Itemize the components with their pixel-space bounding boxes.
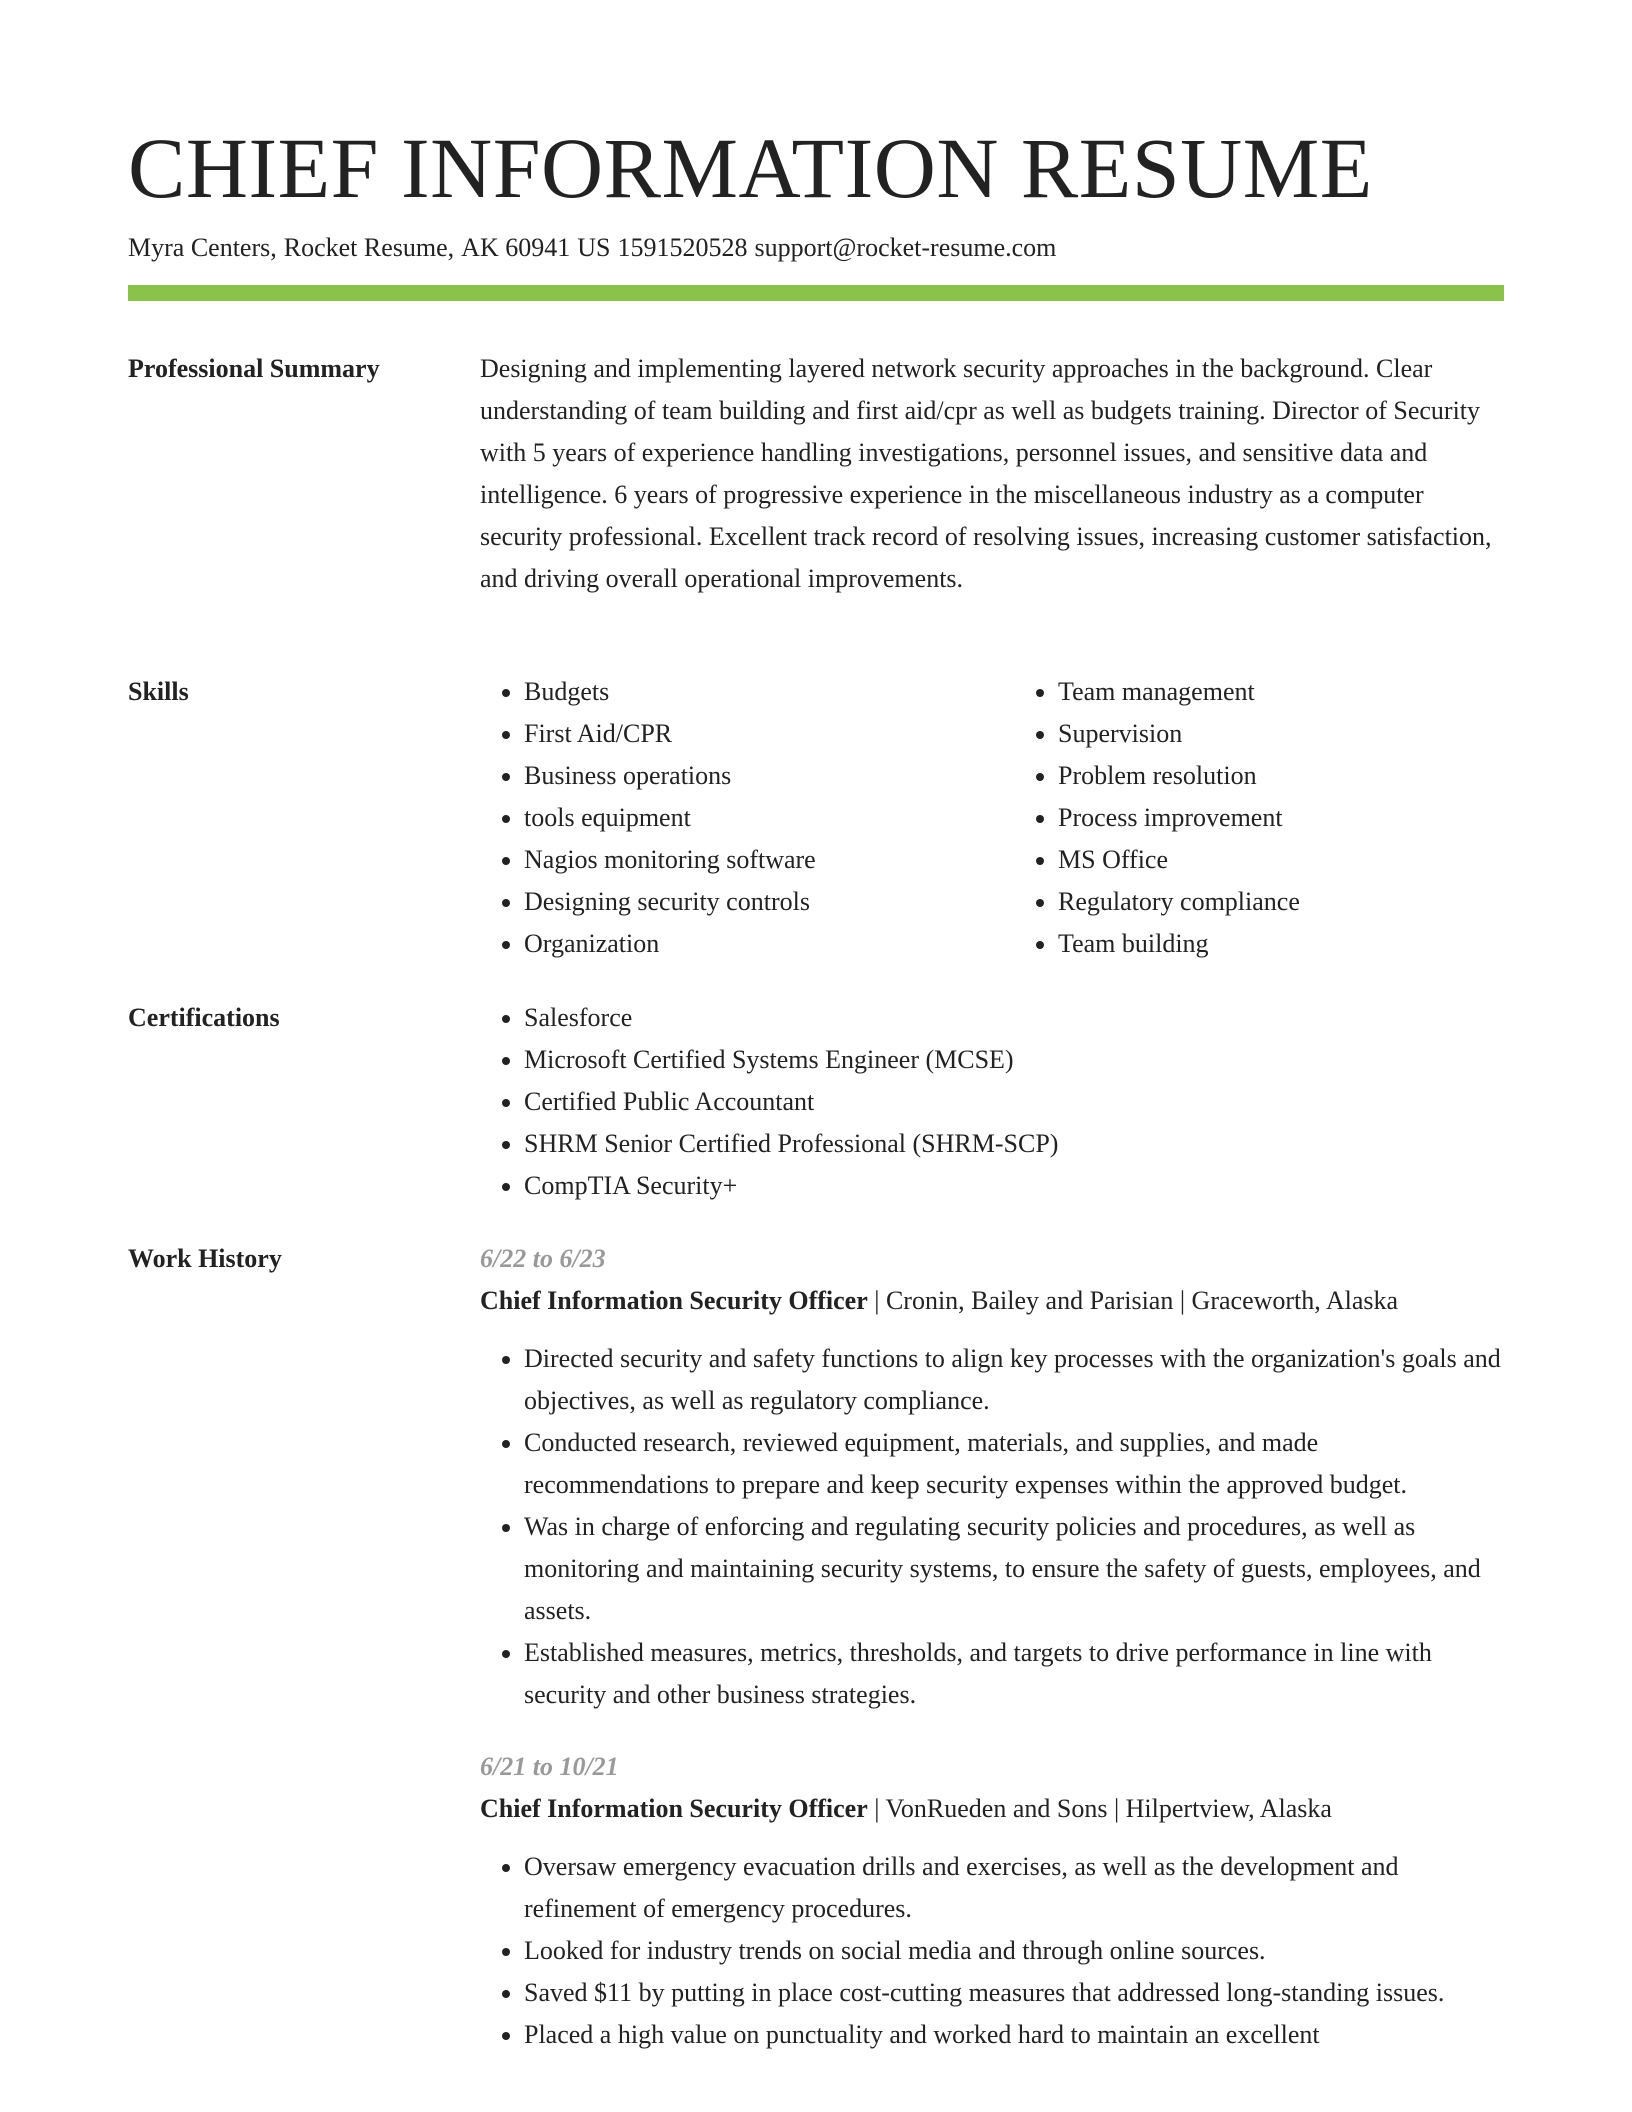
- skill-item: • Regulatory compliance: [1058, 881, 1504, 923]
- skill-item: • Team building: [1058, 923, 1504, 965]
- job-bullet: • Placed a high value on punctuality and worked hard to maintain an excellent: [524, 2014, 1504, 2056]
- job-title: Chief Information Security Officer: [480, 1794, 868, 1823]
- skill-item: • MS Office: [1058, 839, 1504, 881]
- job-bullet: • Looked for industry trends on social media and through online sources.: [524, 1930, 1504, 1972]
- skills-list-left: [480, 671, 970, 965]
- skill-item: • Problem resolution: [1058, 755, 1504, 797]
- certification-item: • CompTIA Security+: [524, 1165, 1504, 1207]
- certifications-body: [480, 997, 1504, 1207]
- skill-item: • Organization: [524, 923, 970, 965]
- skill-item: • Supervision: [1058, 713, 1504, 755]
- job-entry: [480, 1746, 1504, 2056]
- certifications-list: [480, 997, 1504, 1207]
- skill-item: • Budgets: [524, 671, 970, 713]
- resume-title: CHIEF INFORMATION RESUME: [128, 120, 1373, 216]
- job-dates: 6/21 to 10/21: [480, 1752, 619, 1781]
- job-heading: [480, 1280, 1504, 1322]
- summary-body: [480, 348, 1504, 600]
- contact-country: US: [577, 233, 611, 262]
- contact-name: Myra Centers,: [128, 233, 277, 262]
- header-accent-rule: [128, 285, 1504, 301]
- job-dates: 6/22 to 6/23: [480, 1244, 606, 1273]
- skill-item: • tools equipment: [524, 797, 970, 839]
- job-employer-location: | Cronin, Bailey and Parisian | Graceworth, Alaska: [867, 1286, 1399, 1315]
- job-bullet: • Directed security and safety functions to align key processes with the organization's goals and objectives, as well as regulatory compliance.: [524, 1338, 1504, 1422]
- job-bullet: • Conducted research, reviewed equipment, materials, and supplies, and made recommendations to prepare and keep security expenses within the approved budget.: [524, 1422, 1504, 1506]
- job-bullets: [480, 1846, 1504, 2056]
- skills-label: Skills: [128, 677, 189, 706]
- job-bullet: • Was in charge of enforcing and regulating security policies and procedures, as well as monitoring and maintaining security systems, to ensure the safety of guests, employees, and assets.: [524, 1506, 1504, 1632]
- job-entry: [480, 1238, 1504, 1716]
- job-employer-location: | VonRueden and Sons | Hilpertview, Alaska: [867, 1794, 1332, 1823]
- certification-item: • SHRM Senior Certified Professional (SHRM-SCP): [524, 1123, 1504, 1165]
- job-heading: [480, 1788, 1504, 1830]
- skill-item: • Nagios monitoring software: [524, 839, 970, 881]
- job-title: Chief Information Security Officer: [480, 1286, 868, 1315]
- certification-item: • Salesforce: [524, 997, 1504, 1039]
- contact-city: Rocket Resume,: [283, 233, 455, 262]
- summary-text: Designing and implementing layered network security approaches in the background. Clear understanding of team building and first aid/cpr as well as budgets training. Director of Security with 5 years of experience handling investigations, personnel issues, and sensitive data and intelligence. 6 years of progressive experience in the miscellaneous industry as a computer security professional. Excellent track record of resolving issues, increasing customer satisfaction, and driving overall operational improvements.: [480, 354, 1492, 593]
- summary-label: Professional Summary: [128, 354, 380, 383]
- job-bullets: [480, 1338, 1504, 1716]
- certification-item: • Certified Public Accountant: [524, 1081, 1504, 1123]
- skills-list-right: [1014, 671, 1504, 965]
- contact-line: [128, 230, 1056, 266]
- work-history-body: [480, 1238, 1504, 2086]
- work-history-label: Work History: [128, 1244, 282, 1273]
- contact-email[interactable]: support@rocket-resume.com: [754, 233, 1057, 262]
- job-bullet: • Established measures, metrics, thresholds, and targets to drive performance in line with security and other business strategies.: [524, 1632, 1504, 1716]
- skill-item: • Process improvement: [1058, 797, 1504, 839]
- skill-item: • Designing security controls: [524, 881, 970, 923]
- skills-body: [480, 671, 1504, 965]
- contact-state-zip: AK 60941: [461, 233, 571, 262]
- contact-phone: 1591520528: [617, 233, 748, 262]
- certification-item: • Microsoft Certified Systems Engineer (MCSE): [524, 1039, 1504, 1081]
- certifications-label: Certifications: [128, 1003, 280, 1032]
- skill-item: • First Aid/CPR: [524, 713, 970, 755]
- job-bullet: • Saved $11 by putting in place cost-cutting measures that addressed long-standing issues.: [524, 1972, 1504, 2014]
- skill-item: • Team management: [1058, 671, 1504, 713]
- skill-item: • Business operations: [524, 755, 970, 797]
- job-bullet: • Oversaw emergency evacuation drills and exercises, as well as the development and refinement of emergency procedures.: [524, 1846, 1504, 1930]
